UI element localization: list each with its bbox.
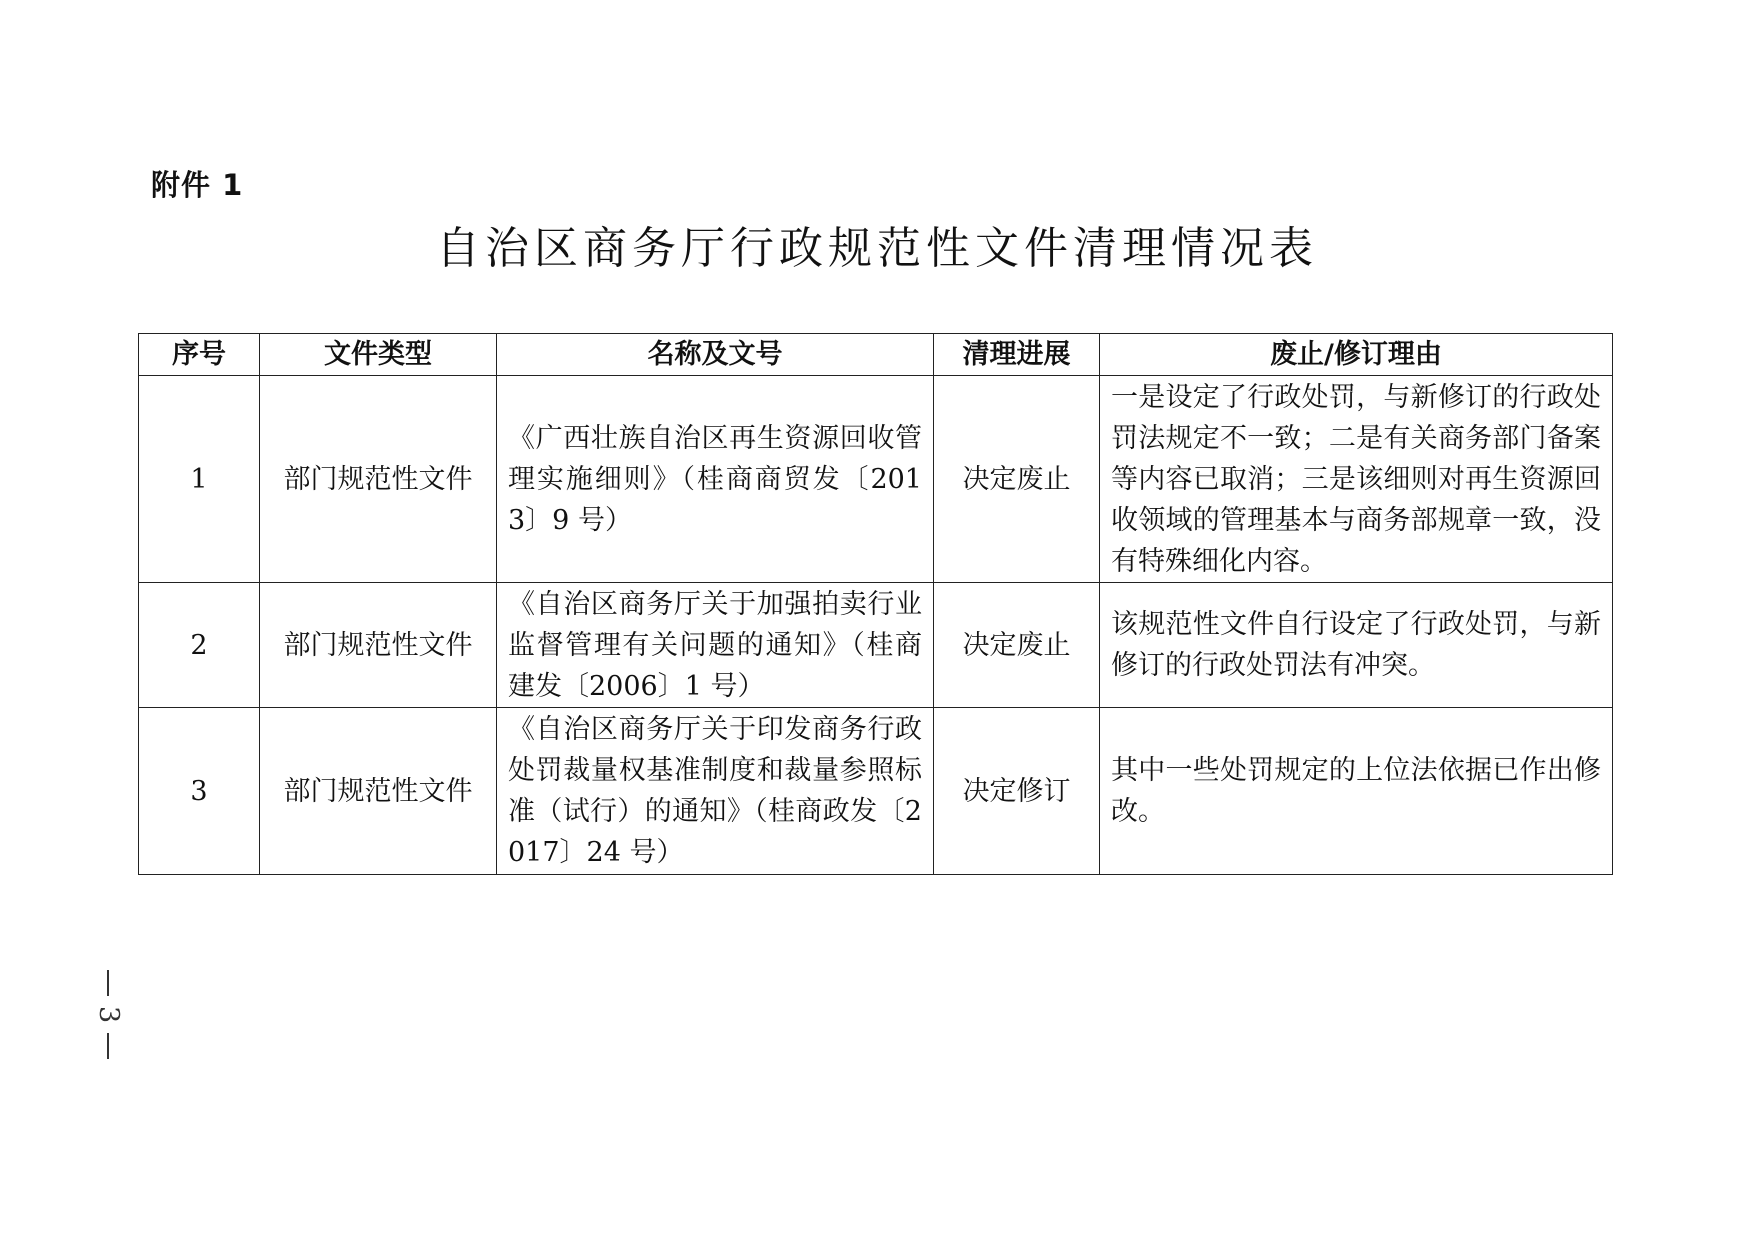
cell-file-type: 部门规范性文件 — [260, 708, 497, 875]
cell-cleanup-status: 决定废止 — [934, 376, 1100, 583]
header-reason: 废止/修订理由 — [1100, 334, 1613, 376]
header-seq: 序号 — [139, 334, 260, 376]
cell-cleanup-status: 决定废止 — [934, 583, 1100, 708]
cell-name-and-number: 《自治区商务厅关于印发商务行政处罚裁量权基准制度和裁量参照标准（试行）的通知》（桂商政发〔2017〕24 号） — [497, 708, 934, 875]
cell-reason: 其中一些处罚规定的上位法依据已作出修改。 — [1100, 708, 1613, 875]
document-title: 自治区商务厅行政规范性文件清理情况表 — [436, 223, 1318, 274]
header-file-type: 文件类型 — [260, 334, 497, 376]
table-row — [139, 583, 1613, 708]
cell-file-type: 部门规范性文件 — [260, 376, 497, 583]
header-name-and-number: 名称及文号 — [497, 334, 934, 376]
cell-reason: 一是设定了行政处罚，与新修订的行政处罚法规定不一致；二是有关商务部门备案等内容已取消；三是该细则对再生资源回收领域的管理基本与商务部规章一致，没有特殊细化内容。 — [1100, 376, 1613, 583]
page-number-value: 3 — [93, 1006, 124, 1024]
cell-reason: 该规范性文件自行设定了行政处罚，与新修订的行政处罚法有冲突。 — [1100, 583, 1613, 708]
page-number-dash-bottom — [107, 1033, 109, 1059]
page-number — [94, 970, 122, 1059]
attachment-label: 附件 1 — [151, 168, 244, 202]
page-number-dash-top — [107, 970, 109, 996]
cell-cleanup-status: 决定修订 — [934, 708, 1100, 875]
table-header-row — [139, 334, 1613, 376]
cell-seq: 1 — [139, 376, 260, 583]
cell-file-type: 部门规范性文件 — [260, 583, 497, 708]
table-row — [139, 708, 1613, 875]
cell-seq: 2 — [139, 583, 260, 708]
table-row — [139, 376, 1613, 583]
cell-name-and-number: 《自治区商务厅关于加强拍卖行业监督管理有关问题的通知》（桂商建发〔2006〕1 号） — [497, 583, 934, 708]
cell-seq: 3 — [139, 708, 260, 875]
header-cleanup-status: 清理进展 — [934, 334, 1100, 376]
cell-name-and-number: 《广西壮族自治区再生资源回收管理实施细则》（桂商商贸发〔2013〕9 号） — [497, 376, 934, 583]
cleanup-table — [138, 333, 1613, 875]
